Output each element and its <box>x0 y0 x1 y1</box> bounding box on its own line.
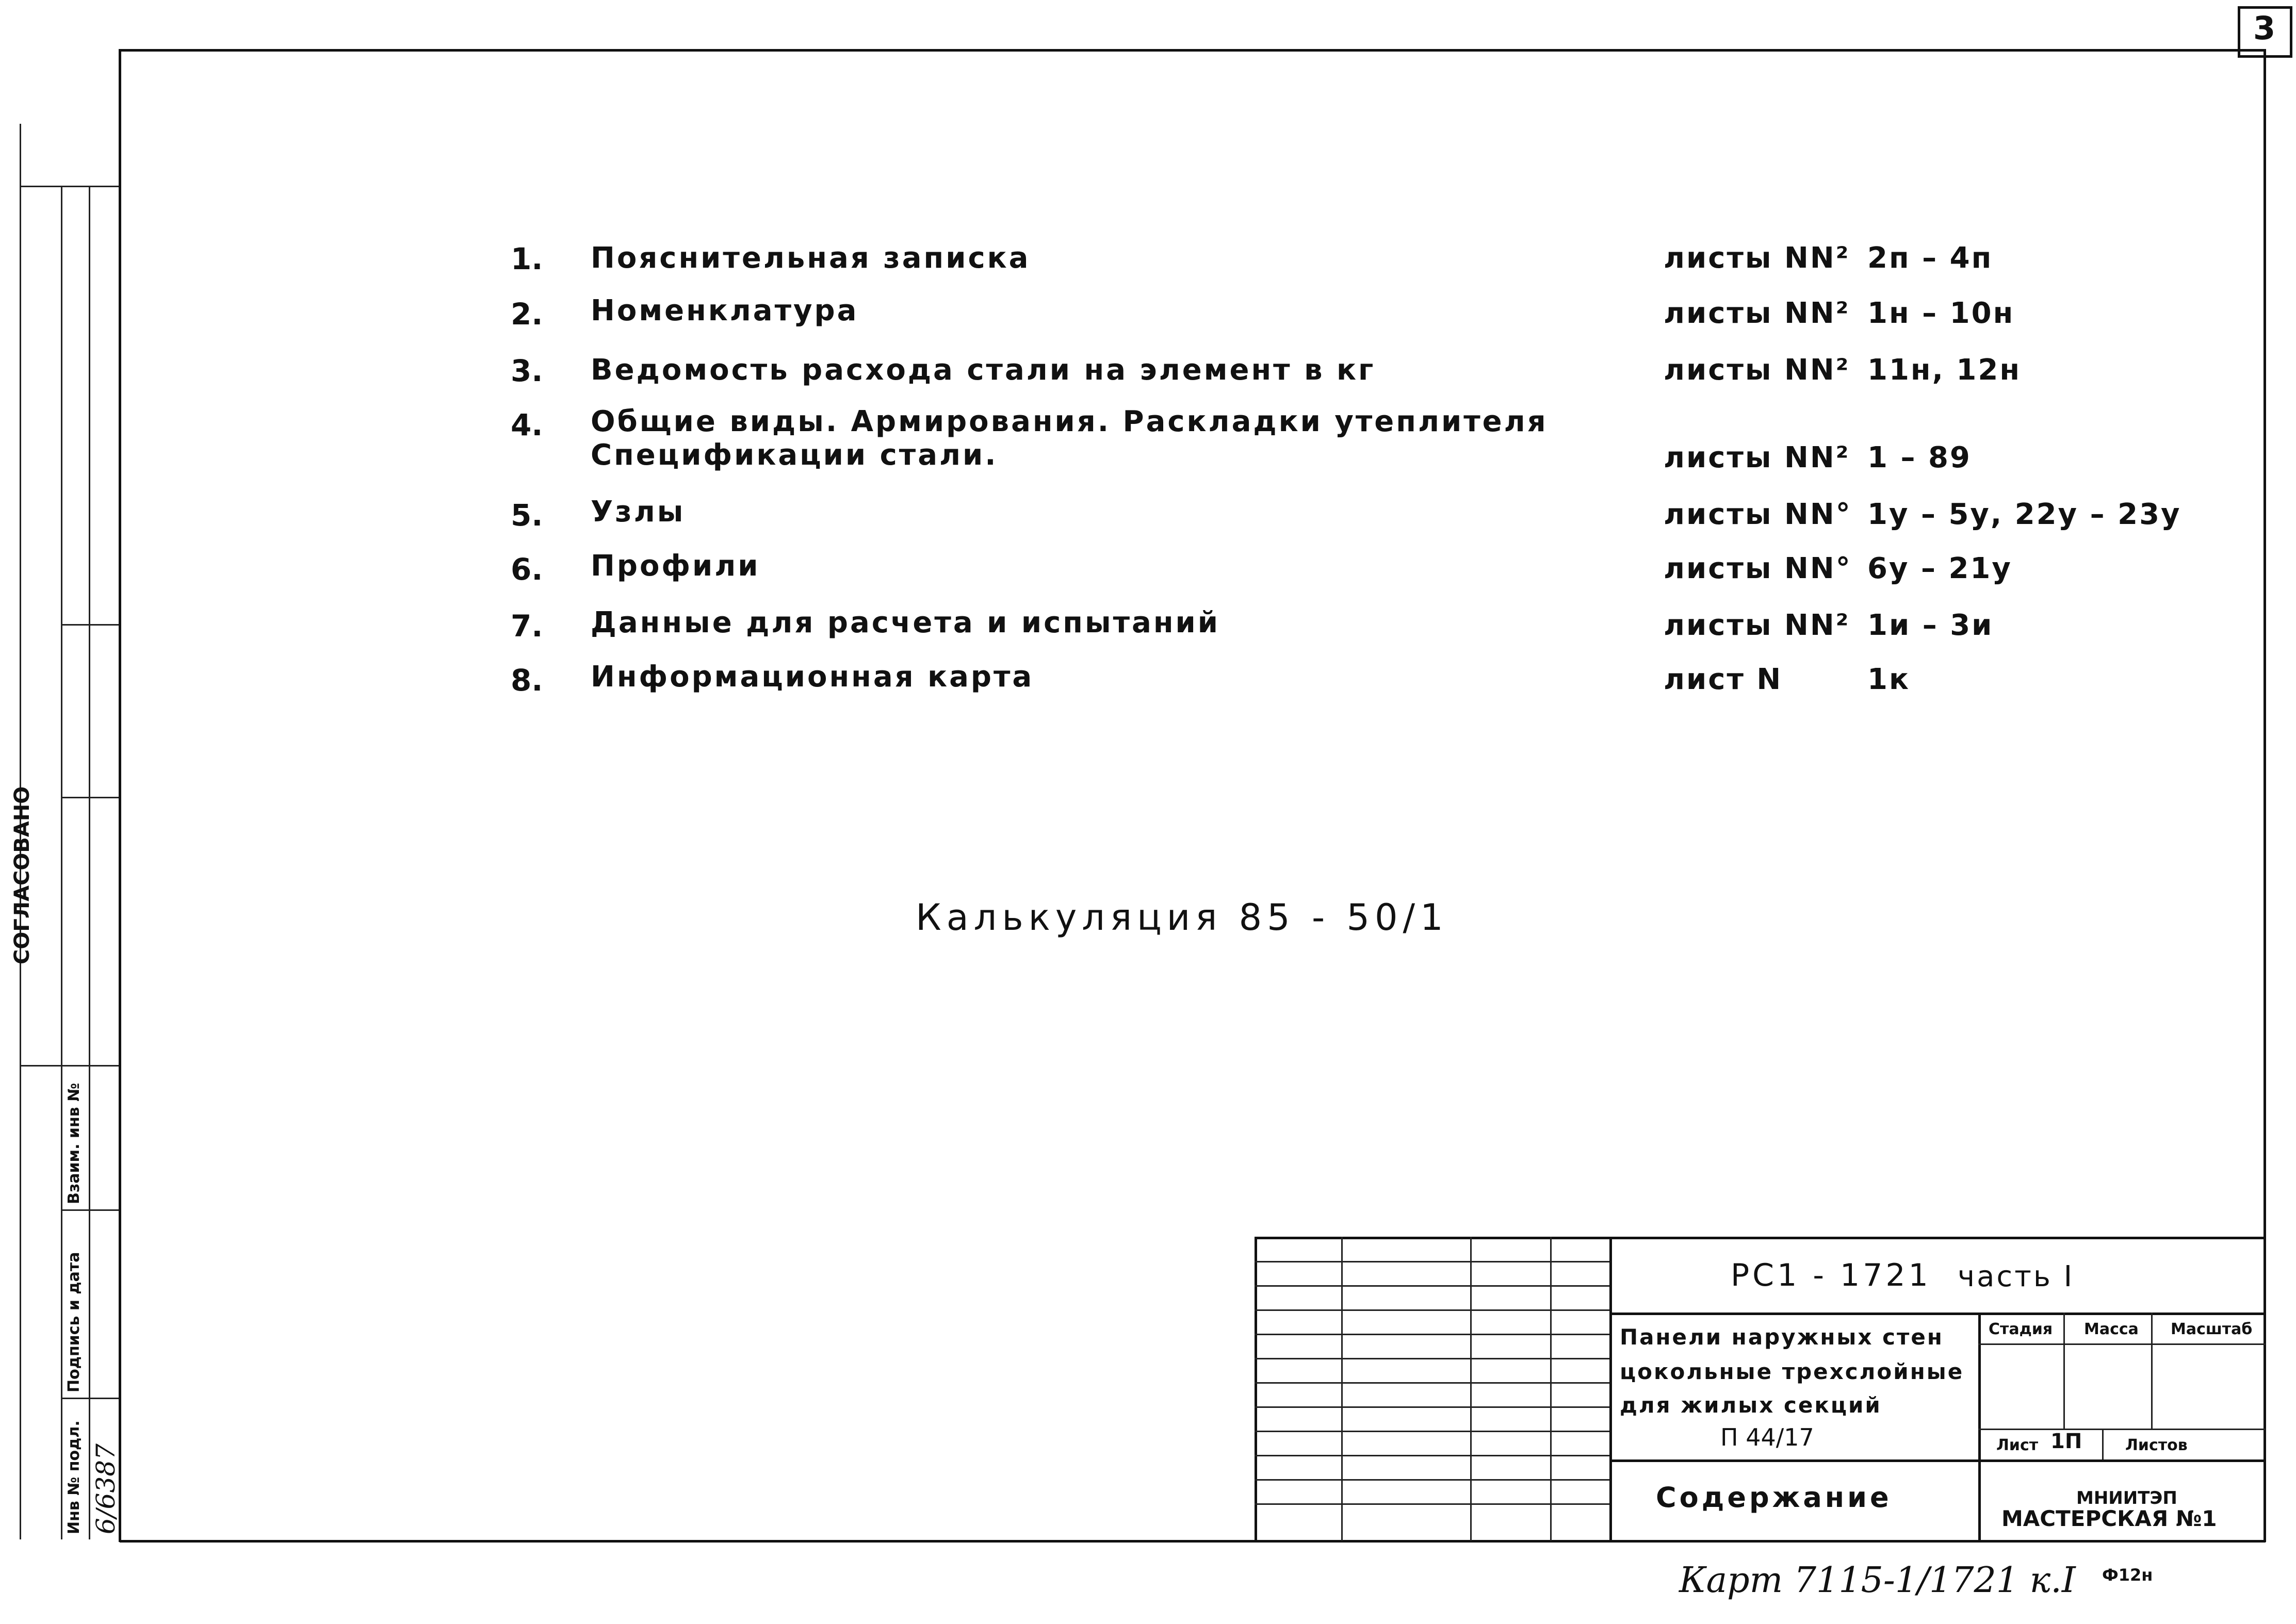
row-8-title: Информационная карта <box>591 660 1034 694</box>
row-3-sheets: 11н, 12н <box>1867 353 2022 387</box>
row-6-sheets-label: листы NN° <box>1664 552 1852 585</box>
tb-sheet-row-top <box>1978 1429 2266 1430</box>
approved-stamp: СОГЛАСОВАНО <box>10 786 34 964</box>
row-5-title: Узлы <box>591 495 686 529</box>
rev-row-4 <box>1255 1334 1609 1335</box>
tb-series: П 44/17 <box>1720 1423 1814 1451</box>
tb-sheet-value: 1П <box>2050 1430 2082 1453</box>
signature-date-label: Подпись и дата <box>65 1252 83 1392</box>
rev-row-9 <box>1255 1455 1609 1456</box>
frame-right <box>2264 49 2266 1542</box>
tb-top <box>1255 1237 2266 1239</box>
tb-part: часть I <box>1958 1260 2075 1293</box>
row-2-title: Номенклатура <box>591 294 859 327</box>
strip-h-5 <box>61 1209 119 1211</box>
strip-h-1 <box>20 186 119 187</box>
strip-h-4 <box>20 1065 119 1067</box>
rev-row-8 <box>1255 1431 1609 1432</box>
rev-row-2 <box>1255 1285 1609 1287</box>
row-6-sheets: 6у – 21у <box>1867 552 2012 585</box>
tb-mass-label: Масса <box>2084 1320 2139 1338</box>
row-2-sheets: 1н – 10н <box>1867 297 2015 330</box>
tb-stage-col <box>2063 1313 2065 1429</box>
tb-designation-bottom <box>1609 1313 2266 1315</box>
row-4-number: 4. <box>511 407 543 442</box>
row-5-sheets-label: листы NN° <box>1664 498 1852 531</box>
tb-description-line-1: Панели наружных стен <box>1620 1324 1944 1350</box>
rev-row-6 <box>1255 1382 1609 1384</box>
strip-line-3 <box>89 186 90 1539</box>
row-5-number: 5. <box>511 498 543 533</box>
row-1-number: 1. <box>511 241 543 276</box>
tb-info-left <box>1978 1313 1981 1541</box>
strip-h-6 <box>61 1398 119 1399</box>
tb-org-line-2: МАСТЕРСКАЯ №1 <box>2001 1506 2217 1531</box>
calculation-label: Калькуляция 85 - 50/1 <box>916 896 1448 939</box>
page-number: 3 <box>2253 9 2276 47</box>
tb-mass-col <box>2151 1313 2153 1429</box>
row-3-number: 3. <box>511 353 543 388</box>
tb-org-line-1: МНИИТЭП <box>2076 1488 2177 1508</box>
tb-description-line-2: цокольные трехслойные <box>1620 1359 1964 1384</box>
row-7-number: 7. <box>511 609 543 644</box>
tb-stage-label: Стадия <box>1989 1320 2053 1338</box>
row-8-sheets-label: лист N <box>1664 663 1783 696</box>
row-7-sheets: 1и – 3и <box>1867 609 1994 642</box>
row-1-sheets: 2п – 4п <box>1867 241 1993 275</box>
row-7-sheets-label: листы NN² <box>1664 609 1850 642</box>
tb-document-title: Содержание <box>1656 1481 1892 1514</box>
row-3-sheets-label: листы NN² <box>1664 353 1850 387</box>
rev-col-1 <box>1341 1237 1343 1541</box>
rev-row-11 <box>1255 1503 1609 1505</box>
tb-stage-header-bottom <box>1978 1343 2266 1345</box>
rev-row-7 <box>1255 1406 1609 1408</box>
strip-h-2 <box>61 624 119 626</box>
row-4-title-line2: Спецификации стали. <box>591 438 998 472</box>
rev-row-5 <box>1255 1358 1609 1359</box>
row-4-sheets: 1 – 89 <box>1867 441 1972 474</box>
frame-bottom <box>120 1540 2266 1543</box>
row-6-title: Профили <box>591 549 760 583</box>
tb-sheet-label: Лист <box>1996 1436 2039 1454</box>
frame-top <box>120 49 2266 52</box>
tb-description-line-3: для жилых секций <box>1620 1392 1882 1418</box>
row-6-number: 6. <box>511 552 543 587</box>
rev-row-3 <box>1255 1309 1609 1311</box>
row-8-sheets: 1к <box>1867 663 1910 696</box>
row-8-number: 8. <box>511 663 543 698</box>
inv-original-label: Инв № подл. <box>65 1420 83 1534</box>
row-2-sheets-label: листы NN² <box>1664 297 1850 330</box>
handwritten-note: Карт 7115-1/1721 к.I <box>1679 1560 2076 1601</box>
strip-line-2 <box>61 186 62 1539</box>
tb-description-bottom <box>1609 1459 2266 1462</box>
rev-row-1 <box>1255 1261 1609 1262</box>
tb-left <box>1255 1237 1257 1541</box>
tb-sheets-label: Листов <box>2125 1436 2188 1454</box>
tb-designation: РС1 - 1721 <box>1731 1257 1931 1293</box>
tb-divider <box>1609 1237 1612 1541</box>
row-3-title: Ведомость расхода стали на элемент в кг <box>591 353 1376 387</box>
row-4-sheets-label: листы NN² <box>1664 441 1850 474</box>
tb-sheet-col <box>2102 1429 2104 1459</box>
row-7-title: Данные для расчета и испытаний <box>591 606 1220 639</box>
rev-col-3 <box>1550 1237 1552 1541</box>
strip-h-3 <box>61 797 119 798</box>
inv-exchange-label: Взаим. инв № <box>65 1082 83 1204</box>
inv-original-value: 6/6387 <box>91 1443 121 1534</box>
row-4-title: Общие виды. Армирования. Раскладки утеплителя <box>591 405 1548 438</box>
rev-row-10 <box>1255 1479 1609 1481</box>
row-5-sheets: 1у – 5у, 22у – 23у <box>1867 498 2181 531</box>
tb-scale-label: Масштаб <box>2171 1320 2253 1338</box>
rev-col-2 <box>1470 1237 1472 1541</box>
row-1-title: Пояснительная записка <box>591 241 1031 275</box>
row-2-number: 2. <box>511 297 543 332</box>
format-label: Ф12н <box>2102 1565 2153 1585</box>
frame-left <box>119 49 121 1542</box>
row-1-sheets-label: листы NN² <box>1664 241 1850 275</box>
